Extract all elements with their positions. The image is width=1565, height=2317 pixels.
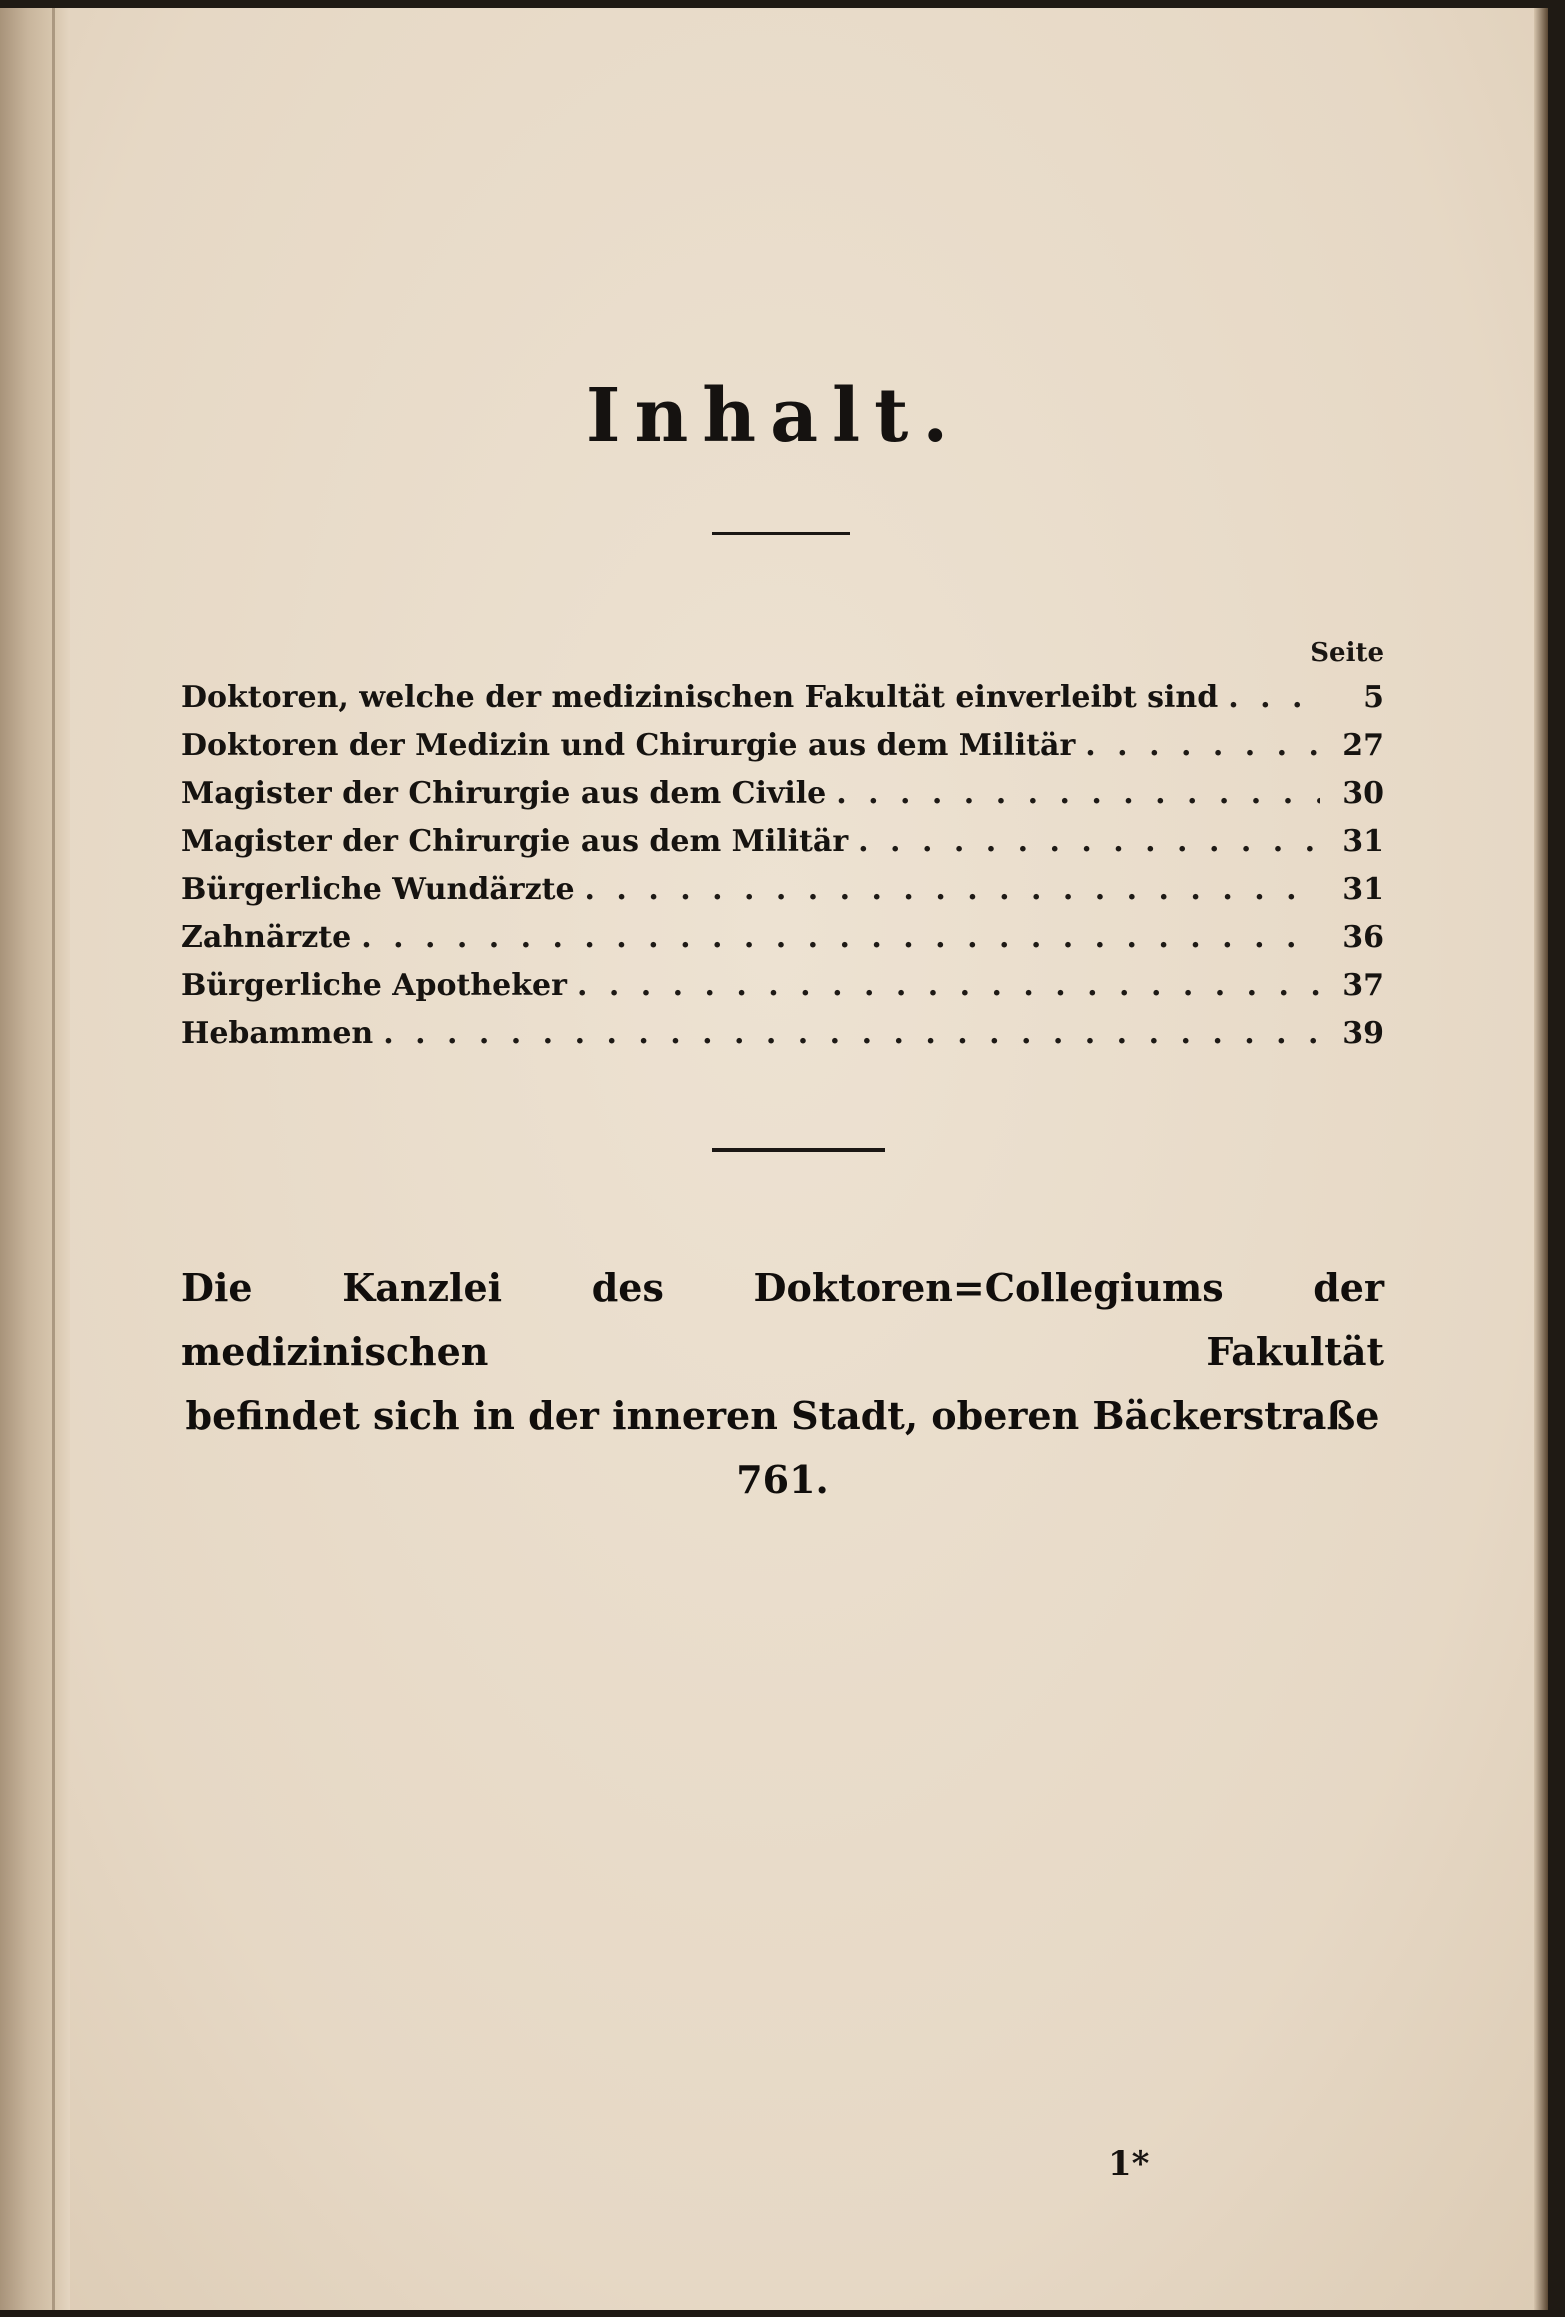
toc-dot-leader	[577, 968, 1320, 1003]
toc-entry-label: Hebammen	[181, 1016, 374, 1051]
toc-entry-label: Zahnärzte	[181, 920, 352, 955]
toc-entry-page: 39	[1342, 1016, 1384, 1051]
chancellery-notice	[181, 1256, 1384, 1512]
toc-entry-page: 30	[1342, 776, 1384, 811]
toc-entry-page: 31	[1342, 872, 1384, 907]
toc-dot-leader	[1085, 728, 1320, 763]
toc-dot-leader	[361, 920, 1320, 955]
toc-dot-leader	[383, 1016, 1320, 1051]
notice-line: befindet sich in der inneren Stadt, oberen Bäckerstraße 761.	[185, 1393, 1380, 1502]
spine-fold-line	[52, 8, 55, 2310]
document-page	[0, 8, 1548, 2310]
toc-entry-label: Bürgerliche Apotheker	[181, 968, 567, 1003]
toc-entry	[181, 824, 1384, 872]
toc-entry-label: Magister der Chirurgie aus dem Militär	[181, 824, 849, 859]
page-title: Inhalt.	[585, 373, 963, 459]
toc-entry	[181, 1016, 1384, 1064]
title-divider	[712, 532, 850, 535]
toc-entry	[181, 728, 1384, 776]
toc-entry-page: 31	[1342, 824, 1384, 859]
toc-entry-page: 37	[1342, 968, 1384, 1003]
toc-dot-leader	[836, 776, 1320, 811]
toc-entry-label: Magister der Chirurgie aus dem Civile	[181, 776, 827, 811]
notice-line: Die Kanzlei des Doktoren=Collegiums der medizinischen Fakultät	[181, 1265, 1384, 1374]
toc-entry	[181, 968, 1384, 1016]
toc-entry-page: 27	[1342, 728, 1384, 763]
toc-entry	[181, 680, 1384, 728]
page-column-header: Seite	[1310, 638, 1384, 668]
toc-dot-leader	[585, 872, 1320, 907]
toc-dot-leader	[1228, 680, 1320, 715]
book-spine-shadow	[0, 8, 70, 2310]
section-divider	[712, 1148, 885, 1152]
toc-entry-page: 5	[1363, 680, 1384, 715]
signature-mark: 1*	[1108, 2144, 1150, 2184]
toc-entry	[181, 872, 1384, 920]
toc-dot-leader	[858, 824, 1320, 859]
toc-entry	[181, 776, 1384, 824]
toc-entry-label: Bürgerliche Wundärzte	[181, 872, 575, 907]
toc-entry-label: Doktoren, welche der medizinischen Fakultät einverleibt sind	[181, 680, 1219, 715]
toc-entry-label: Doktoren der Medizin und Chirurgie aus dem Militär	[181, 728, 1076, 763]
toc-entry-page: 36	[1342, 920, 1384, 955]
table-of-contents	[181, 680, 1384, 1064]
toc-entry	[181, 920, 1384, 968]
page-edge-shadow	[1534, 8, 1548, 2310]
